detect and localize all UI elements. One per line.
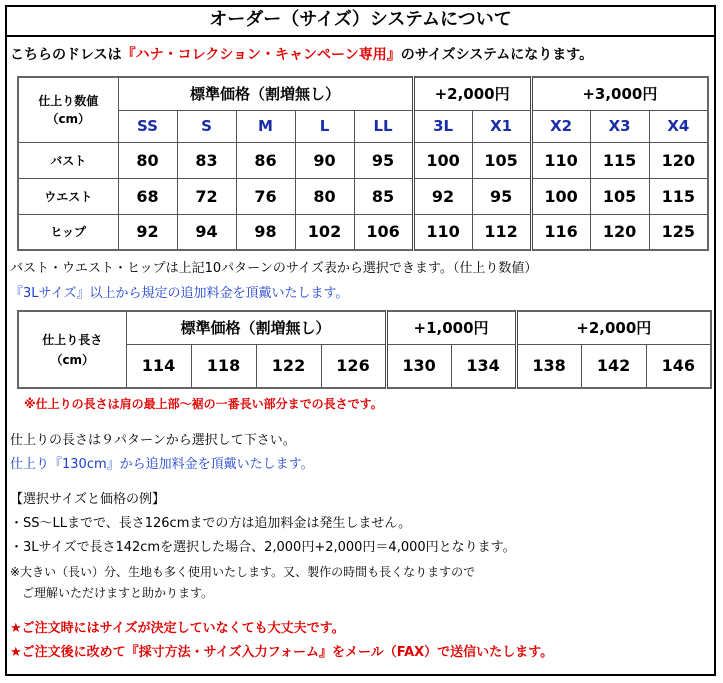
table-cell: 86	[236, 142, 295, 178]
star-note-1: ★ご注文時にはサイズが決定していなくても大丈夫です。	[10, 621, 345, 636]
table-cell: 68	[118, 178, 177, 214]
table-cell: 116	[531, 214, 590, 250]
table-cell: 105	[472, 142, 531, 178]
length-note-2: 仕上り『130cm』から追加料金を頂戴いたします。	[10, 457, 314, 472]
length-corner-line2: （cm）	[50, 352, 95, 367]
row-label-bust: バスト	[18, 142, 118, 178]
table-cell: 100	[413, 142, 472, 178]
table-cell: 83	[177, 142, 236, 178]
row-label-waist: ウエスト	[18, 178, 118, 214]
table-cell: 130	[386, 344, 451, 388]
star-note-2: ★ご注文後に改めて『採寸方法・サイズ入力フォーム』をメール（FAX）で送信いたします。	[10, 645, 554, 660]
length-note-1: 仕上りの長さは９パターンから選択して下さい。	[10, 433, 296, 448]
table-cell: 106	[354, 214, 413, 250]
size-label: L	[295, 110, 354, 142]
intro-prefix: こちらのドレスは	[10, 47, 122, 63]
size-group-plus2000: +2,000円	[413, 77, 531, 110]
size-label: M	[236, 110, 295, 142]
row-label-hip: ヒップ	[18, 214, 118, 250]
size-label: LL	[354, 110, 413, 142]
table-cell: 92	[118, 214, 177, 250]
remark-line-2: ご理解いただけますと助かります。	[22, 586, 214, 600]
table-cell: 120	[590, 214, 649, 250]
length-caption: ※仕上りの長さは肩の最上部～裾の一番長い部分までの長さです。	[24, 397, 383, 411]
size-note-1: バスト・ウエスト・ヒップは上記10パターンのサイズ表から選択できます。（仕上り数値）	[10, 261, 538, 276]
table-cell: 94	[177, 214, 236, 250]
size-label: X3	[590, 110, 649, 142]
length-group-plus2000: +2,000円	[516, 311, 711, 344]
size-label: X4	[649, 110, 708, 142]
table-cell: 102	[295, 214, 354, 250]
table-row	[18, 142, 708, 178]
length-group-standard: 標準価格（割増無し）	[126, 311, 386, 344]
table-cell: 112	[472, 214, 531, 250]
length-group-plus1000: +1,000円	[386, 311, 516, 344]
table-cell: 85	[354, 178, 413, 214]
page-title: オーダー（サイズ）システムについて	[5, 5, 716, 37]
table-cell: 92	[413, 178, 472, 214]
table-cell: 134	[451, 344, 516, 388]
size-table	[17, 76, 709, 251]
table-cell: 100	[531, 178, 590, 214]
table-cell: 95	[354, 142, 413, 178]
table-cell: 120	[649, 142, 708, 178]
table-cell: 115	[649, 178, 708, 214]
table-cell: 110	[531, 142, 590, 178]
table-cell: 114	[126, 344, 191, 388]
size-table-corner	[18, 77, 118, 142]
table-cell: 72	[177, 178, 236, 214]
table-cell: 90	[295, 142, 354, 178]
size-label: 3L	[413, 110, 472, 142]
table-row	[18, 214, 708, 250]
remark-line-1: ※大きい（長い）分、生地も多く使用いたします。又、製作の時間も長くなりますので	[10, 565, 476, 579]
example-1: ・SS～LLまでで、長さ126cmまでの方は追加料金は発生しません。	[10, 516, 412, 531]
length-table	[17, 310, 712, 389]
table-cell: 126	[321, 344, 386, 388]
size-label: X1	[472, 110, 531, 142]
table-cell: 110	[413, 214, 472, 250]
size-group-standard: 標準価格（割増無し）	[118, 77, 413, 110]
table-row	[18, 178, 708, 214]
length-corner-line1: 仕上り長さ	[42, 332, 103, 347]
table-cell: 138	[516, 344, 581, 388]
table-cell: 122	[256, 344, 321, 388]
length-table-corner	[18, 311, 126, 388]
table-cell: 95	[472, 178, 531, 214]
intro-text	[10, 44, 593, 64]
intro-suffix: のサイズシステムになります。	[400, 47, 594, 63]
size-corner-line2: （cm）	[46, 111, 91, 126]
example-2: ・3Lサイズで長さ142cmを選択した場合、2,000円+2,000円＝4,000円となります。	[10, 540, 516, 555]
table-cell: 142	[581, 344, 646, 388]
size-label: SS	[118, 110, 177, 142]
intro-highlight: 『ハナ・コレクション・キャンペーン専用』	[121, 47, 401, 63]
table-cell: 80	[118, 142, 177, 178]
table-cell: 98	[236, 214, 295, 250]
table-cell: 115	[590, 142, 649, 178]
size-corner-line1: 仕上り数値	[38, 93, 99, 108]
table-cell: 105	[590, 178, 649, 214]
size-label: S	[177, 110, 236, 142]
table-cell: 118	[191, 344, 256, 388]
table-cell: 125	[649, 214, 708, 250]
size-group-plus3000: +3,000円	[531, 77, 708, 110]
size-note-2: 『3Lサイズ』以上から規定の追加料金を頂戴いたします。	[10, 286, 349, 301]
size-label: X2	[531, 110, 590, 142]
table-cell: 80	[295, 178, 354, 214]
table-cell: 146	[646, 344, 711, 388]
table-cell: 76	[236, 178, 295, 214]
example-heading: 【選択サイズと価格の例】	[10, 492, 165, 507]
